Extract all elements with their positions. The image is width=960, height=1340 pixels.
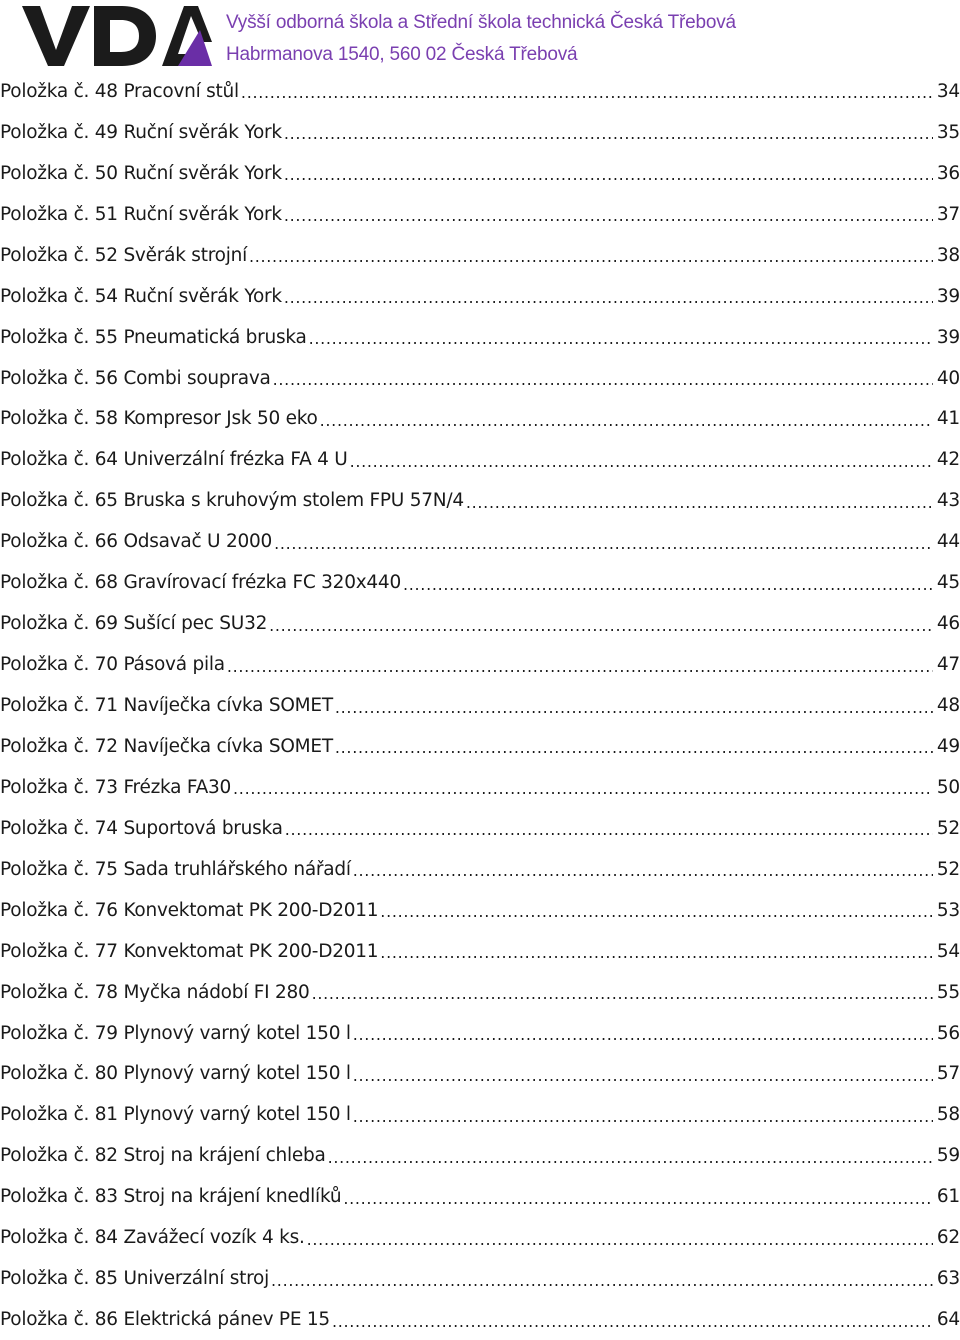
toc-dot-leader xyxy=(284,124,933,143)
toc-dot-leader xyxy=(271,1271,933,1290)
toc-entry-page-number: 36 xyxy=(936,162,960,184)
toc-entry-page-number: 39 xyxy=(936,326,960,348)
toc-entry-page-number: 43 xyxy=(936,490,960,512)
toc-entry[interactable] xyxy=(0,1176,960,1217)
toc-entry-page-number: 45 xyxy=(936,572,960,594)
toc-entry[interactable] xyxy=(0,808,960,849)
toc-entry[interactable] xyxy=(0,71,960,112)
toc-entry-label: Položka č. 78 Myčka nádobí FI 280 xyxy=(0,981,310,1003)
toc-dot-leader xyxy=(249,247,933,266)
toc-dot-leader xyxy=(332,1312,933,1331)
toc-entry-label: Položka č. 83 Stroj na krájení knedlíků xyxy=(0,1186,342,1208)
toc-entry-page-number: 56 xyxy=(936,1022,960,1044)
toc-entry-label: Položka č. 80 Plynový varný kotel 150 l xyxy=(0,1063,351,1085)
toc-entry-page-number: 52 xyxy=(936,817,960,839)
toc-entry-label: Položka č. 52 Svěrák strojní xyxy=(0,244,247,266)
toc-dot-leader xyxy=(343,1189,933,1208)
toc-entry[interactable] xyxy=(0,562,960,603)
toc-entry[interactable] xyxy=(0,644,960,685)
toc-dot-leader xyxy=(335,738,933,757)
toc-entry-page-number: 42 xyxy=(936,449,960,471)
toc-dot-leader xyxy=(380,943,933,962)
toc-entry[interactable] xyxy=(0,276,960,317)
toc-entry-label: Položka č. 48 Pracovní stůl xyxy=(0,80,239,102)
toc-entry-label: Položka č. 79 Plynový varný kotel 150 l xyxy=(0,1022,351,1044)
toc-entry[interactable] xyxy=(0,1054,960,1095)
school-address: Habrmanova 1540, 560 02 Česká Třebová xyxy=(226,44,578,65)
toc-entry[interactable] xyxy=(0,235,960,276)
toc-entry-page-number: 49 xyxy=(936,735,960,757)
toc-entry-page-number: 64 xyxy=(936,1309,960,1331)
toc-entry-label: Položka č. 81 Plynový varný kotel 150 l xyxy=(0,1104,351,1126)
toc-dot-leader xyxy=(350,452,933,471)
toc-dot-leader xyxy=(353,1025,933,1044)
toc-entry-page-number: 39 xyxy=(936,285,960,307)
toc-dot-leader xyxy=(403,575,933,594)
toc-entry-label: Položka č. 70 Pásová pila xyxy=(0,654,225,676)
toc-entry-page-number: 57 xyxy=(936,1063,960,1085)
toc-entry-page-number: 47 xyxy=(936,654,960,676)
toc-entry-label: Položka č. 66 Odsavač U 2000 xyxy=(0,531,273,553)
toc-entry[interactable] xyxy=(0,358,960,399)
toc-dot-leader xyxy=(241,83,933,102)
toc-entry-label: Položka č. 82 Stroj na krájení chleba xyxy=(0,1145,326,1167)
toc-entry-label: Položka č. 85 Univerzální stroj xyxy=(0,1268,270,1290)
toc-entry[interactable] xyxy=(0,439,960,480)
toc-entry-page-number: 41 xyxy=(936,408,960,430)
toc-entry[interactable] xyxy=(0,726,960,767)
toc-entry[interactable] xyxy=(0,112,960,153)
logo-letter-d xyxy=(94,6,156,66)
toc-entry-page-number: 54 xyxy=(936,940,960,962)
toc-entry-page-number: 55 xyxy=(936,981,960,1003)
toc-entry-page-number: 59 xyxy=(936,1145,960,1167)
toc-entry-label: Položka č. 51 Ruční svěrák York xyxy=(0,203,282,225)
toc-entry[interactable] xyxy=(0,521,960,562)
toc-entry-label: Položka č. 71 Navíječka cívka SOMET xyxy=(0,695,333,717)
toc-entry-page-number: 38 xyxy=(936,244,960,266)
toc-entry-page-number: 34 xyxy=(936,80,960,102)
toc-entry-label: Položka č. 65 Bruska s kruhovým stolem FPU 57N/4 xyxy=(0,490,464,512)
toc-entry[interactable] xyxy=(0,1013,960,1054)
toc-entry-page-number: 61 xyxy=(936,1186,960,1208)
toc-entry-page-number: 62 xyxy=(936,1227,960,1249)
toc-dot-leader xyxy=(328,1148,933,1167)
toc-entry-label: Položka č. 68 Gravírovací frézka FC 320x440 xyxy=(0,572,401,594)
toc-entry-page-number: 63 xyxy=(936,1268,960,1290)
toc-dot-leader xyxy=(353,1107,933,1126)
toc-entry-label: Položka č. 56 Combi souprava xyxy=(0,367,271,389)
toc-entry-label: Položka č. 73 Frézka FA30 xyxy=(0,776,232,798)
toc-entry[interactable] xyxy=(0,399,960,440)
toc-dot-leader xyxy=(285,820,933,839)
toc-entry-label: Položka č. 75 Sada truhlářského nářadí xyxy=(0,858,351,880)
toc-entry-page-number: 53 xyxy=(936,899,960,921)
toc-entry[interactable] xyxy=(0,931,960,972)
toc-entry-label: Položka č. 77 Konvektomat PK 200-D2011 xyxy=(0,940,379,962)
toc-entry-label: Položka č. 76 Konvektomat PK 200-D2011 xyxy=(0,899,379,921)
toc-dot-leader xyxy=(466,493,933,512)
school-name: Vyšší odborná škola a Střední škola technická Česká Třebová xyxy=(226,12,736,33)
toc-entry-label: Položka č. 64 Univerzální frézka FA 4 U xyxy=(0,449,348,471)
toc-entry[interactable] xyxy=(0,1135,960,1176)
toc-entry-page-number: 37 xyxy=(936,203,960,225)
toc-entry[interactable] xyxy=(0,767,960,808)
toc-entry-page-number: 40 xyxy=(936,367,960,389)
toc-dot-leader xyxy=(284,165,933,184)
toc-entry[interactable] xyxy=(0,1299,960,1340)
toc-dot-leader xyxy=(273,370,933,389)
table-of-contents xyxy=(0,71,960,1340)
toc-entry[interactable] xyxy=(0,849,960,890)
toc-entry-label: Položka č. 49 Ruční svěrák York xyxy=(0,121,282,143)
toc-dot-leader xyxy=(233,779,933,798)
toc-dot-leader xyxy=(320,411,933,430)
toc-entry[interactable] xyxy=(0,603,960,644)
toc-entry[interactable] xyxy=(0,972,960,1013)
toc-entry-label: Položka č. 55 Pneumatická bruska xyxy=(0,326,307,348)
toc-dot-leader xyxy=(353,1066,933,1085)
toc-entry[interactable] xyxy=(0,1217,960,1258)
toc-entry-label: Položka č. 50 Ruční svěrák York xyxy=(0,162,282,184)
toc-entry[interactable] xyxy=(0,317,960,358)
page-header xyxy=(0,0,960,76)
toc-entry-page-number: 48 xyxy=(936,695,960,717)
toc-entry[interactable] xyxy=(0,194,960,235)
toc-entry-label: Položka č. 69 Sušící pec SU32 xyxy=(0,613,268,635)
toc-entry-label: Položka č. 84 Zavážecí vozík 4 ks. xyxy=(0,1227,305,1249)
toc-entry[interactable] xyxy=(0,685,960,726)
toc-entry-page-number: 46 xyxy=(936,613,960,635)
toc-entry-label: Položka č. 86 Elektrická pánev PE 15 xyxy=(0,1309,330,1331)
toc-entry-label: Položka č. 74 Suportová bruska xyxy=(0,817,283,839)
toc-dot-leader xyxy=(227,657,933,676)
toc-dot-leader xyxy=(284,288,933,307)
toc-entry[interactable] xyxy=(0,480,960,521)
toc-dot-leader xyxy=(353,861,933,880)
toc-entry-page-number: 58 xyxy=(936,1104,960,1126)
vda-logo xyxy=(22,2,212,68)
logo-letter-v xyxy=(22,6,90,66)
toc-entry-label: Položka č. 58 Kompresor Jsk 50 eko xyxy=(0,408,318,430)
toc-dot-leader xyxy=(335,698,933,717)
toc-entry[interactable] xyxy=(0,890,960,931)
toc-entry-page-number: 35 xyxy=(936,121,960,143)
toc-dot-leader xyxy=(284,206,933,225)
toc-dot-leader xyxy=(274,534,933,553)
toc-entry-page-number: 44 xyxy=(936,531,960,553)
toc-entry[interactable] xyxy=(0,1094,960,1135)
toc-entry-label: Položka č. 72 Navíječka cívka SOMET xyxy=(0,735,333,757)
toc-dot-leader xyxy=(269,616,933,635)
toc-entry-page-number: 52 xyxy=(936,858,960,880)
toc-dot-leader xyxy=(380,902,933,921)
toc-entry-page-number: 50 xyxy=(936,776,960,798)
toc-dot-leader xyxy=(312,984,933,1003)
toc-entry[interactable] xyxy=(0,153,960,194)
toc-entry[interactable] xyxy=(0,1258,960,1299)
toc-dot-leader xyxy=(307,1230,933,1249)
toc-dot-leader xyxy=(309,329,933,348)
toc-entry-label: Položka č. 54 Ruční svěrák York xyxy=(0,285,282,307)
